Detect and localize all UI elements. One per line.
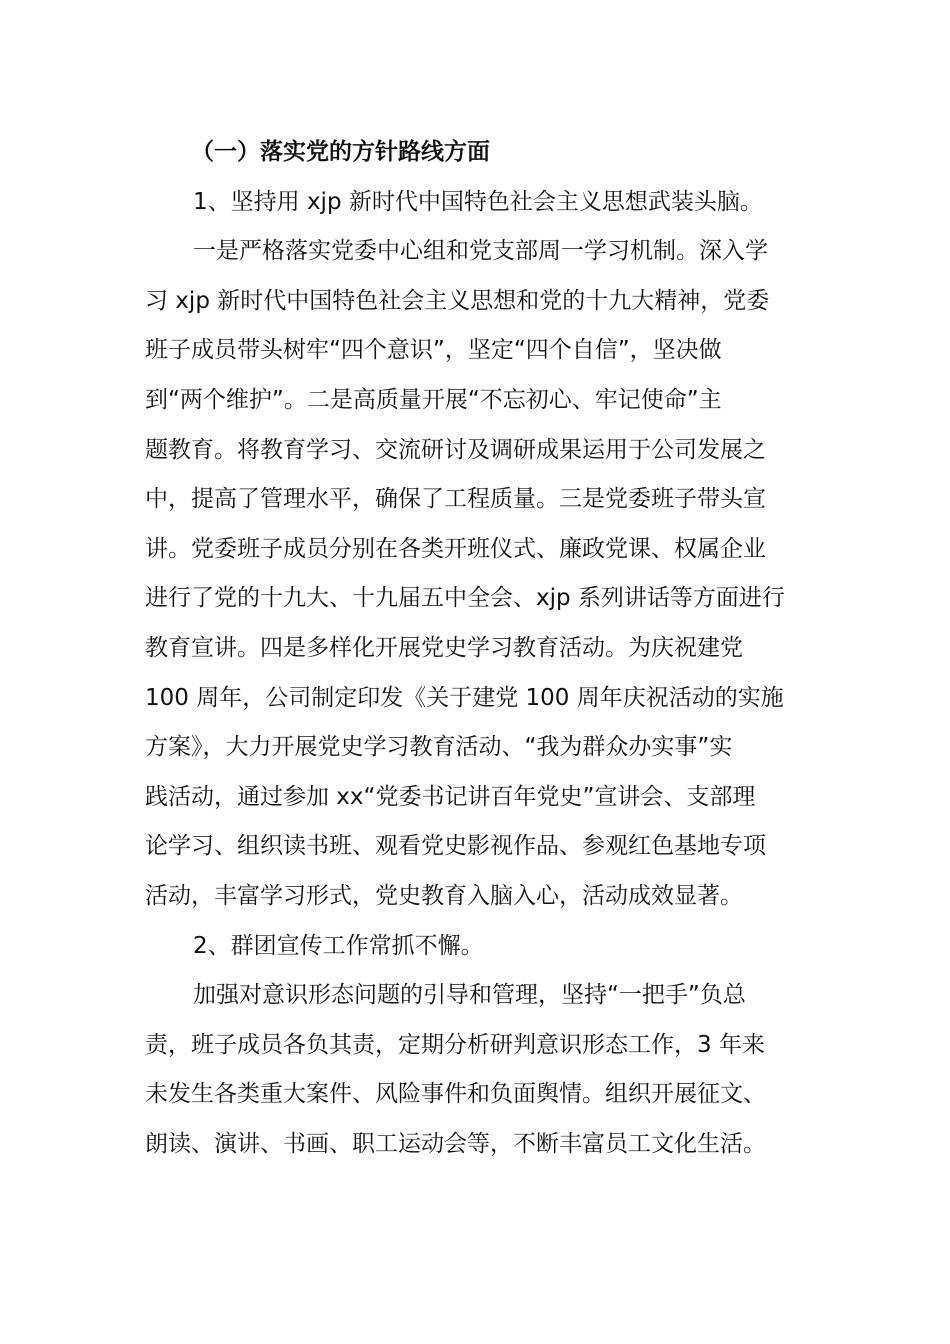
paragraph-1-line: 讲。党委班子成员分别在各类开班仪式、廉政党课、权属企业 xyxy=(145,535,766,562)
paragraph-1-line: 教育宣讲。四是多样化开展党史学习教育活动。为庆祝建党 xyxy=(145,634,743,661)
item-2-title: 2、群团宣传工作常抓不懈。 xyxy=(193,932,484,959)
paragraph-1-line: 班子成员带头树牢“四个意识”，坚定“四个自信”，坚决做 xyxy=(145,337,722,364)
paragraph-2-line: 加强对意识形态问题的引导和管理，坚持“一把手”负总 xyxy=(193,982,746,1009)
paragraph-1-line: 中，提高了管理水平，确保了工程质量。三是党委班子带头宣 xyxy=(145,486,766,513)
paragraph-2-line: 未发生各类重大案件、风险事件和负面舆情。组织开展征文、 xyxy=(145,1081,766,1108)
paragraph-2-line: 责，班子成员各负其责，定期分析研判意识形态工作，3 年来 xyxy=(145,1031,765,1058)
document-body xyxy=(145,128,805,1169)
paragraph-1-line: 到“两个维护”。二是高质量开展“不忘初心、牢记使命”主 xyxy=(145,386,722,413)
paragraph-1-line: 习 xjp 新时代中国特色社会主义思想和党的十九大精神，党委 xyxy=(145,287,770,314)
paragraph-1-line: 活动，丰富学习形式，党史教育入脑入心，活动成效显著。 xyxy=(145,882,743,909)
paragraph-1-line: 践活动，通过参加 xx“党委书记讲百年党史”宣讲会、支部理 xyxy=(145,783,756,810)
paragraph-2-line: 朗读、演讲、书画、职工运动会等，不断丰富员工文化生活。 xyxy=(145,1130,766,1157)
paragraph-1-line: 100 周年，公司制定印发《关于建党 100 周年庆祝活动的实施 xyxy=(145,684,784,711)
paragraph-1-line: 论学习、组织读书班、观看党史影视作品、参观红色基地专项 xyxy=(145,833,766,860)
paragraph-1-line: 题教育。将教育学习、交流研讨及调研成果运用于公司发展之 xyxy=(145,436,766,463)
paragraph-1-line: 进行了党的十九大、十九届五中全会、xjp 系列讲话等方面进行 xyxy=(145,585,785,612)
section-heading: （一）落实党的方针路线方面 xyxy=(191,139,490,165)
paragraph-1-line: 一是严格落实党委中心组和党支部周一学习机制。深入学 xyxy=(193,238,768,265)
paragraph-1-line: 方案》，大力开展党史学习教育活动、“我为群众办实事”实 xyxy=(145,734,733,761)
item-1-title: 1、坚持用 xjp 新时代中国特色社会主义思想武装头脑。 xyxy=(193,188,763,215)
